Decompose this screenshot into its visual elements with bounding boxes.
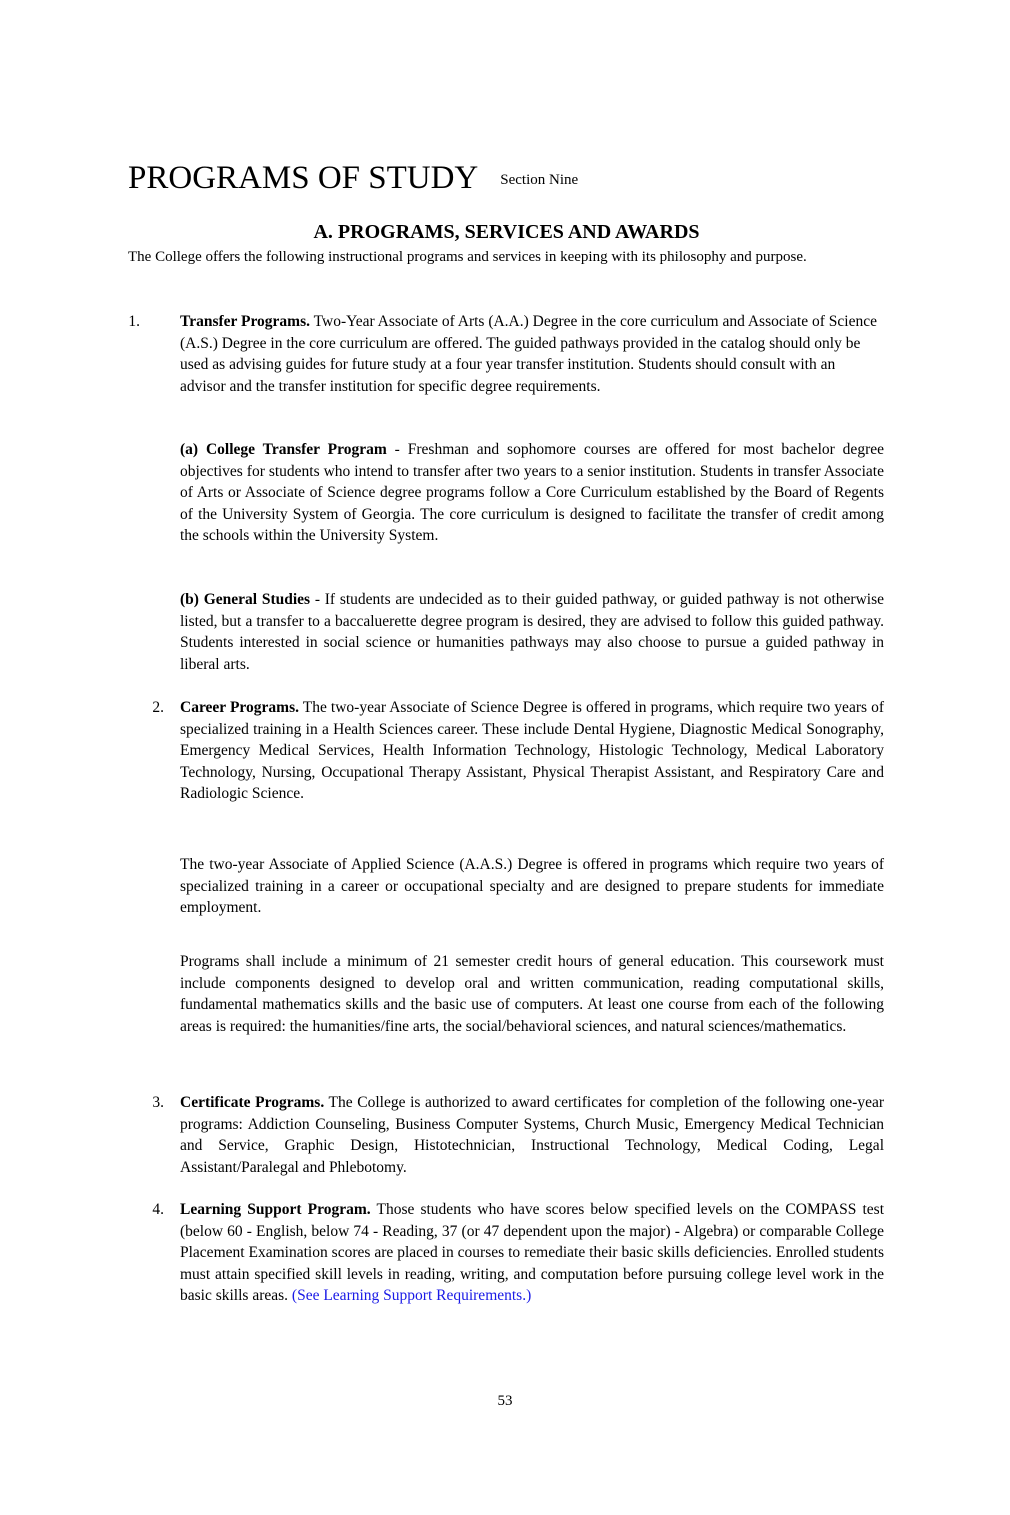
certificate-programs-title: Certificate Programs.	[180, 1094, 325, 1111]
item-number-2: 2.	[152, 699, 164, 716]
general-education-paragraph: Programs shall include a minimum of 21 semester credit hours of general education. This coursework must include components designed to develop oral and written communication, reading computational skills, fundamental mathematics skills and the basic use of computers. At least one course from each of the following areas is required: the humanities/fine arts, the social/behavioral sciences, and natural sciences/mathematics.	[180, 953, 884, 1035]
general-studies-paragraph	[180, 589, 884, 675]
learning-support-title: Learning Support Program.	[180, 1201, 371, 1218]
transfer-programs-paragraph	[180, 311, 884, 397]
item-number-3: 3.	[152, 1094, 164, 1111]
learning-support-text: Those students who have scores below specified levels on the COMPASS test (below 60 - English, below 74 - Reading, 37 (or 47 dependent upon the major) - Algebra) or comparable College Placement Examination scores are placed in courses to remediate their basic skills deficiencies. Enrolled students must attain specified skill levels in reading, writing, and computation before pursuing college level work in the basic skills areas.	[180, 1201, 884, 1304]
section-label: Section Nine	[500, 172, 579, 188]
certificate-programs-paragraph	[180, 1092, 884, 1178]
general-studies-title: (b) General Studies	[180, 591, 311, 608]
career-programs-text: The two-year Associate of Science Degree is offered in programs, which require two years of specialized training in a Health Sciences career. These include Dental Hygiene, Diagnostic Medical Sonography, Emergency Medical Services, Health Information Technology, Histologic Technology, Medical Laboratory Technology, Nursing, Occupational Therapy Assistant, Physical Therapist Assistant, and Respiratory Care and Radiologic Science.	[180, 699, 884, 802]
item-number-4: 4.	[152, 1201, 164, 1218]
general-studies-text: - If students are undecided as to their guided pathway, or guided pathway is not otherwise listed, but a transfer to a baccaluerette degree program is desired, they are advised to follow this guided pathway. Students interested in social science or humanities pathways may also choose to pursue a guided pathway in liberal arts.	[180, 591, 885, 673]
page-number: 53	[497, 1393, 513, 1409]
transfer-programs-text: Two-Year Associate of Arts (A.A.) Degree in the core curriculum and Associate of Science (A.S.) Degree in the core curriculum are offered. The guided pathways provided in the catalog should only be used as advising guides for future study at a four year transfer institution. Students should consult with an advisor and the transfer institution for specific degree requirements.	[180, 313, 877, 395]
page-title	[128, 160, 578, 197]
learning-support-requirements-link[interactable]: (See Learning Support Requirements.)	[291, 1287, 532, 1304]
page-title-text: PROGRAMS OF STUDY	[128, 160, 479, 196]
aas-degree-paragraph: The two-year Associate of Applied Science (A.A.S.) Degree is offered in programs which require two years of specialized training in a career or occupational specialty and are designed to prepare students for immediate employment.	[180, 856, 884, 916]
certificate-programs-text: The College is authorized to award certificates for completion of the following one-year programs: Addiction Counseling, Business Computer Systems, Church Music, Emergency Medical Technician and Service, Graphic Design, Histotechnician, Instructional Technology, Medical Coding, Legal Assistant/Paralegal and Phlebotomy.	[180, 1094, 885, 1176]
career-programs-title: Career Programs.	[180, 699, 299, 716]
item-number-1: 1.	[128, 313, 140, 330]
section-heading: A. PROGRAMS, SERVICES AND AWARDS	[313, 221, 700, 243]
college-transfer-title: (a) College Transfer Program	[180, 441, 387, 458]
college-transfer-paragraph	[180, 439, 884, 547]
learning-support-paragraph	[180, 1199, 884, 1307]
career-programs-paragraph	[180, 697, 884, 805]
transfer-programs-title: Transfer Programs.	[180, 313, 311, 330]
college-transfer-text: - Freshman and sophomore courses are offered for most bachelor degree objectives for students who intend to transfer after two years to a senior institution. Students in transfer Associate of Arts or Associate of Science degree programs follow a Core Curriculum established by the Board of Regents of the University System of Georgia. The core curriculum is designed to facilitate the transfer of credit among the schools within the University System.	[180, 441, 884, 544]
intro-paragraph: The College offers the following instructional programs and services in keeping with its philosophy and purpose.	[128, 249, 807, 265]
